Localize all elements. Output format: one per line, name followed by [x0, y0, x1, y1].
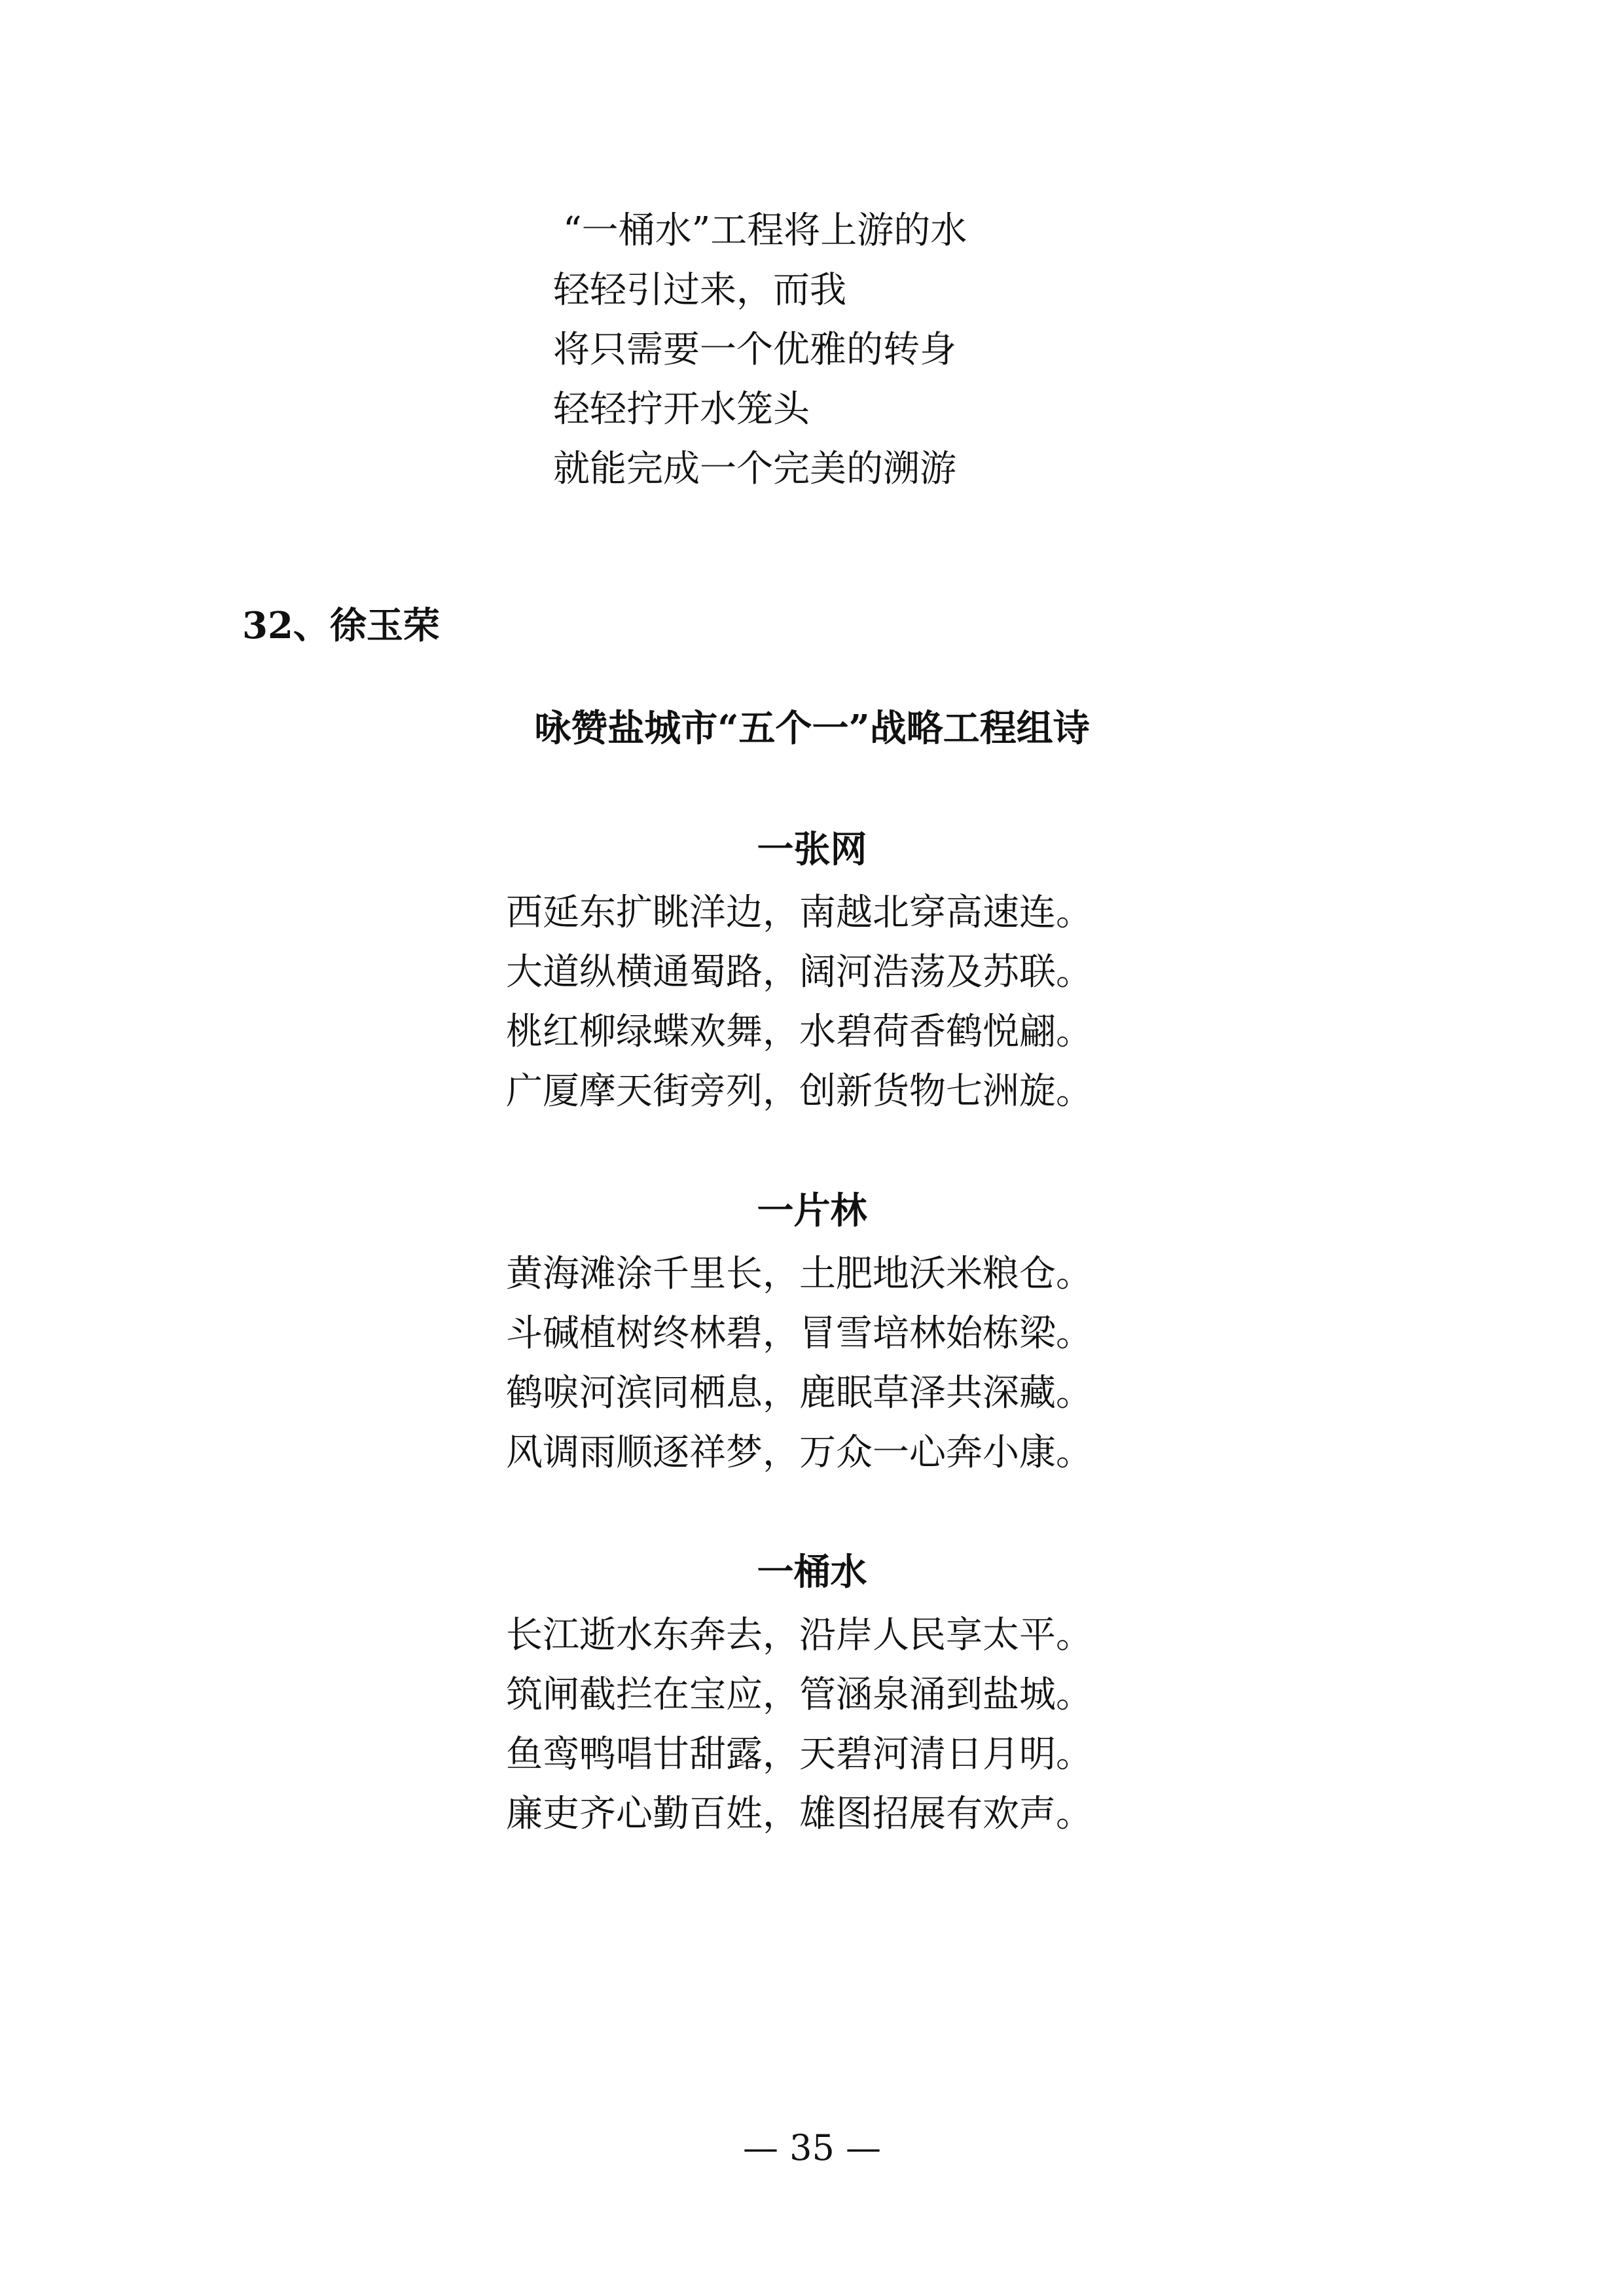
poem-group-title: 咏赞盐城市“五个一”战略工程组诗	[534, 707, 1090, 750]
verse-line: 长江逝水东奔去，沿岸人民享太平。	[506, 1614, 1092, 1657]
verse-line: 轻轻拧开水笼头	[553, 388, 810, 431]
verse-line: 轻轻引过来，而我	[553, 269, 846, 312]
verse-line: 风调雨顺逐祥梦，万众一心奔小康。	[506, 1431, 1092, 1474]
page-number: — 35 —	[742, 2127, 882, 2168]
section-title: 一张网	[757, 828, 867, 871]
verse-line: 广厦摩天街旁列，创新货物七洲旋。	[506, 1070, 1092, 1113]
verse-line: 筑闸截拦在宝应，管涵泉涌到盐城。	[506, 1674, 1092, 1716]
verse-line: 鱼鸾鸭唱甘甜露，天碧河清日月明。	[506, 1733, 1092, 1776]
verse-line: 鹤唳河滨同栖息，鹿眠草泽共深藏。	[506, 1372, 1092, 1414]
verse-line: 黄海滩涂千里长，土肥地沃米粮仓。	[506, 1253, 1092, 1295]
verse-line: 大道纵横通蜀路，阔河浩荡及苏联。	[506, 951, 1092, 994]
section-title: 一桶水	[757, 1551, 867, 1594]
verse-line: 桃红柳绿蝶欢舞，水碧荷香鹤悦翩。	[506, 1011, 1092, 1053]
verse-line: 将只需要一个优雅的转身	[553, 329, 956, 371]
verse-line: 斗碱植树终林碧，冒雪培林始栋梁。	[506, 1312, 1092, 1355]
verse-line: “一桶水”工程将上游的水	[563, 209, 967, 252]
author-heading: 32、徐玉荣	[242, 604, 440, 647]
verse-line: 廉吏齐心勤百姓，雄图招展有欢声。	[506, 1793, 1092, 1835]
section-title: 一片林	[757, 1189, 867, 1232]
verse-line: 西延东扩眺洋边，南越北穿高速连。	[506, 891, 1092, 934]
verse-line: 就能完成一个完美的溯游	[553, 448, 956, 490]
